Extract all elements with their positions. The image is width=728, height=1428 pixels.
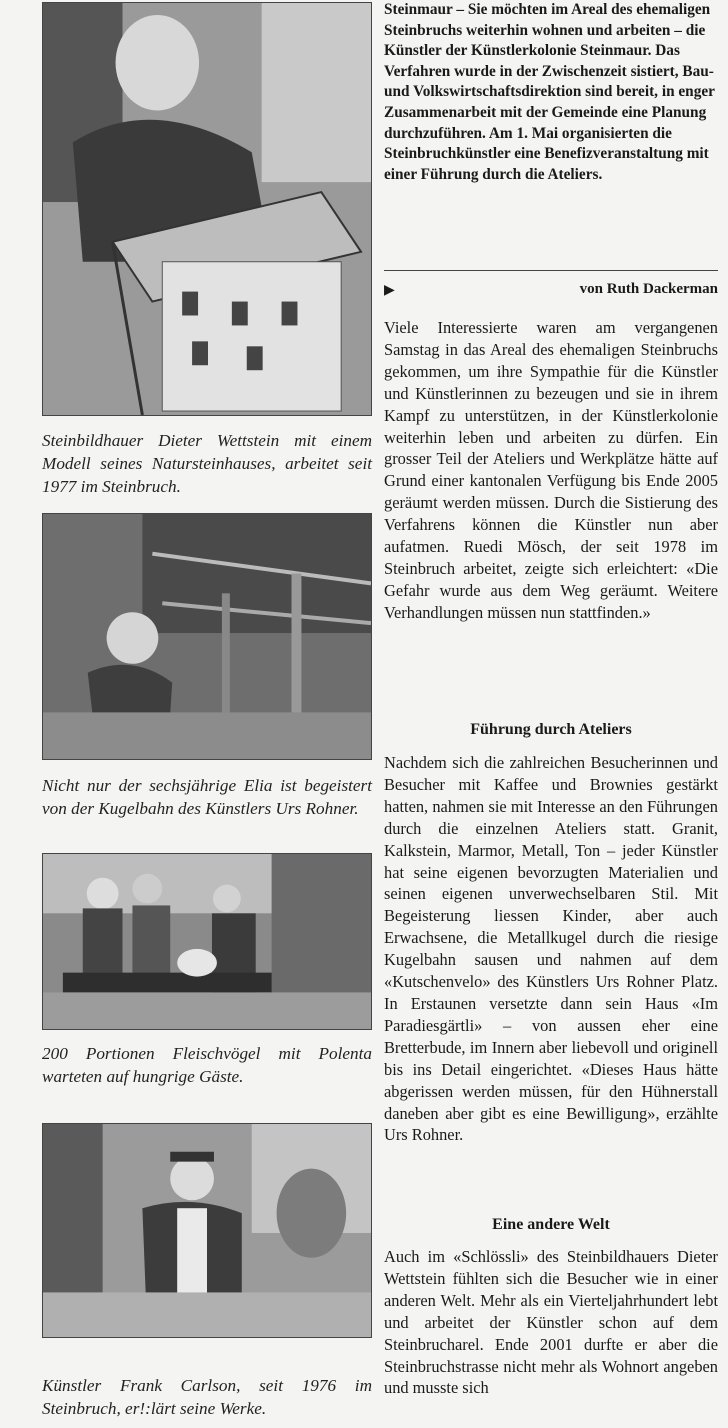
- article-paragraph-2: Nachdem sich die zahlreichen Besucherinnen und Besucher mit Kaffee und Brownies gestärkt hatten, nahmen sie mit Interesse an den Führungen durch die einzelnen Ateliers statt. Granit, Kalkstein, Marmor, Metall, Ton – jeder Künstler hat seine eigenen bevorzugten Materialien und seinen eigenen unverwechselbaren Stil. Mit Begeisterung liessen Kinder, aber auch Erwachsene, die Metallkugel durch die riesige Kugelbahn sausen und nahmen auf dem «Kutschenvelo» des Künstlers Urs Rohner Platz. In Erstaunen versetzte dann sein Haus «Im Paradiesgärtli» – von aussen eher eine Bretterbude, im Innern aber liebevoll und originell bis ins Detail eingerichtet. «Dieses Haus hätte abgerissen werden müssen, für den Hühnerstall daneben aber gibt es eine Bewilligung», erzählte Urs Rohner.: [384, 753, 718, 1145]
- caption-1: Steinbildhauer Dieter Wettstein mit einem Modell seines Natursteinhauses, arbeitet seit 1977 im Steinbruch.: [42, 431, 372, 496]
- subhead-andere-welt: Eine andere Welt: [492, 1216, 610, 1233]
- photo-frank-carlson-image: [43, 1124, 371, 1337]
- photo-marble-run-image: [43, 514, 371, 759]
- caption-4: Künstler Frank Carlson, seit 1976 im Steinbruch, er!:lärt seine Werke.: [42, 1376, 372, 1418]
- photo-polenta-image: [43, 854, 371, 1029]
- subhead-fuehrung: Führung durch Ateliers: [470, 721, 632, 738]
- caption-3: 200 Portionen Fleischvögel mit Polenta warteten auf hungrige Gäste.: [42, 1044, 372, 1086]
- caption-2: Nicht nur der sechsjährige Elia ist begeistert von der Kugelbahn des Künstlers Urs Rohner.: [42, 776, 372, 818]
- byline-rule: [384, 270, 718, 271]
- article-paragraph-1: Viele Interessierte waren am vergangenen Samstag in das Areal des ehemaligen Steinbruchs gekommen, um ihre Sympathie für die Künstler und Künstlerinnen zu bezeugen und sie in ihrem Kampf zu unterstützen, in der Künstlerkolonie weiterhin leben und arbeiten zu dürfen. Ein grosser Teil der Ateliers und Werkplätze hätte auf Grund einer kantonalen Verfügung bis Ende 2005 geräumt werden müssen. Durch die Sistierung des Verfahrens können die Künstler nun aber aufatmen. Ruedi Mösch, der seit 1978 im Steinbruch arbeitet, zeigte sich erleichtert: «Die Gefahr wurde aus dem Weg geräumt. Weitere Verhandlungen müssen nun stattfinden.»: [384, 318, 718, 622]
- photo-frank-carlson: [42, 1123, 372, 1338]
- article-lead: Steinmaur – Sie möchten im Areal des ehemaligen Steinbruchs weiterhin wohnen und arbeiten – die Künstler der Künstlerkolonie Steinmaur. Das Verfahren wurde in der Zwischenzeit sistiert, Bau- und Volkswirtschaftsdirektion sind bereit, in enger Zusammenarbeit mit der Gemeinde eine Planung durchzuführen. Am 1. Mai organisierten die Steinbruchkünstler eine Benefizveranstaltung mit einer Führung durch die Ateliers.: [384, 1, 715, 183]
- photo-sculptor-model-image: [43, 3, 371, 415]
- photo-marble-run: [42, 513, 372, 760]
- photo-polenta: [42, 853, 372, 1030]
- article-byline: von Ruth Dackerman: [579, 281, 718, 297]
- article-paragraph-3: Auch im «Schlössli» des Steinbildhauers Dieter Wettstein fühlten sich die Besucher wie in einer anderen Welt. Mehr als ein Vierteljahrhundert lebt und arbeitet der Künstler schon auf dem Steinbrucharel. Ende 2001 durfte er aber die Steinbruchstrasse nicht mehr als Wohnort angeben und musste sich: [384, 1247, 718, 1398]
- byline-arrow-icon: ▶: [384, 283, 395, 298]
- photo-sculptor-model: [42, 2, 372, 416]
